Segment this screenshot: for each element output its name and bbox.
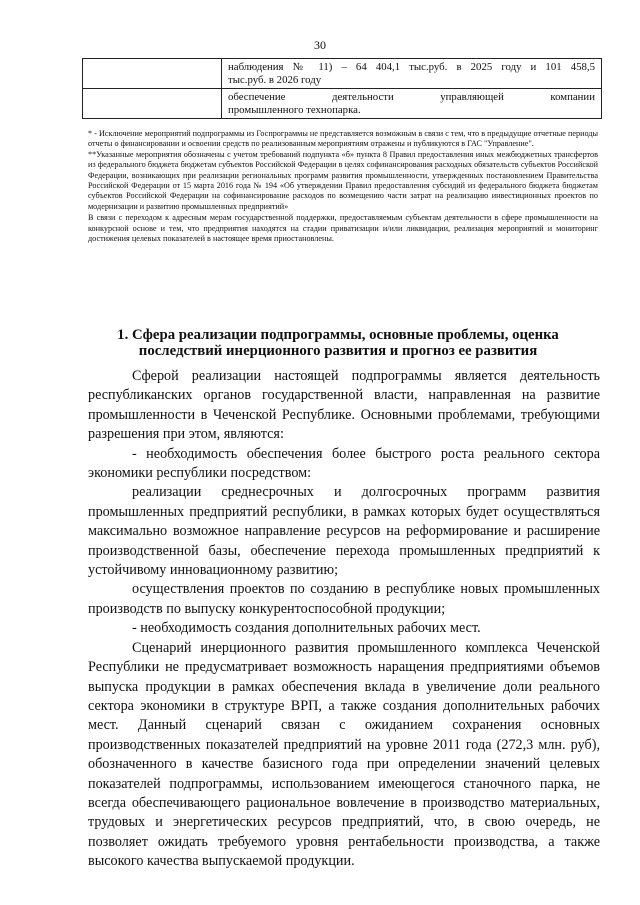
body-text xyxy=(88,367,600,872)
section-title-line: последствий инерционного развития и прогноз ее развития xyxy=(138,343,538,359)
paragraph: Сценарий инерционного развития промышленного комплекса Чеченской Республики не предусматривает возможность наращения предприятиями объемов выпуска продукции в рамках обеспечения вклада в увеличение доли реального сектора экономики в структуре ВРП, а также создания дополнительных рабочих мест. Данный сценарий связан с ожиданием сохранения основных производственных показателей предприятий на уровне 2011 года (272,3 млн. руб), обозначенного в качестве базисного года при определении значений целевых показателей подпрограммы, использованием имеющегося станочного парка, не всегда обеспечивающего рациональное вовлечение в производство материальных, трудовых и энергетических ресурсов предприятий, что, в свою очередь, не позволяет ожидать требуемого уровня рентабельности производства, а также высокого качества выпускаемой продукции. xyxy=(88,639,600,870)
table-row xyxy=(83,89,602,119)
section-title-line: 1. Сфера реализации подпрограммы, основные проблемы, оценка xyxy=(117,327,559,343)
footnote-2: **Указанные мероприятия обозначены с учетом требований подпункта «б» пункта 8 Правил предоставления иных межбюджетных трансфертов из федерального бюджета бюджетам субъектов Российской Федерации в целях софинансирования расходных обязательств субъектов Российской Федерации, возникающих при реализации региональных программ развития промышленности, утвержденных постановлением Правительства Российской Федерации от 15 марта 2016 года № 194 «Об утверждении Правил предоставления субсидий из федерального бюджета бюджетам субъектов Российской Федерации на софинансирование расходов по возмещению части затрат на реализацию инвестиционных проектов по модернизации и развитию промышленных предприятий» xyxy=(88,149,598,211)
table-cell-line: обеспечение деятельности управляющей компании xyxy=(228,91,595,104)
table-cell-line: промышленного технопарка. xyxy=(228,103,361,116)
footnotes xyxy=(88,129,598,244)
table-cell-empty xyxy=(83,89,222,119)
table-cell-text xyxy=(222,59,602,89)
footnote-3: В связи с переходом к адресным мерам государственной поддержки, предоставляемым субъектам деятельности в сфере промышленности на конкурсной основе и тем, что предприятия находятся на стадии приватизации и/или ликвидации, реализация мероприятий и мониторинг достижения целевых показателей в настоящее время приостановлены. xyxy=(88,213,598,244)
footnote-1: * - Исключение мероприятий подпрограммы из Госпрограммы не представляется возможным в связи с тем, что в предыдущие отчетные периоды отчеты о финансировании и освоении средств по реализованным мероприятиям отражены и публикуются в ГАС "Управление". xyxy=(88,129,598,149)
table-row xyxy=(83,59,602,89)
paragraph: реализации среднесрочных и долгосрочных программ развития промышленных предприятий республики, в рамках которых будет осуществляться максимально возможное направление ресурсов на реформирование и расширение производственной базы, обеспечение перехода промышленных предприятий к устойчивому инновационному развитию; xyxy=(88,484,600,579)
table-cell-text xyxy=(222,89,602,119)
table-cell-line: наблюдения № 11) – 64 404,1 тыс.руб. в 2025 году и 101 458,5 xyxy=(228,61,595,73)
measures-table xyxy=(82,58,602,119)
table-cell-empty xyxy=(83,59,222,89)
paragraph: осуществления проектов по созданию в республике новых промышленных производств по выпуску конкурентоспособной продукции; xyxy=(88,581,600,617)
table-cell-line: тыс.руб. в 2026 году xyxy=(228,73,322,86)
paragraph: - необходимость обеспечения более быстрого роста реального сектора экономики республики посредством: xyxy=(88,445,600,482)
page-number: 30 xyxy=(314,38,326,52)
paragraph: - необходимость создания дополнительных рабочих мест. xyxy=(132,620,481,637)
section-title xyxy=(98,327,578,359)
paragraph: Сферой реализации настоящей подпрограммы является деятельность республиканских органов государственной власти, направленная на развитие промышленности в Чеченской Республике. Основными проблемами, требующими разрешения при этом, являются: xyxy=(88,368,600,443)
